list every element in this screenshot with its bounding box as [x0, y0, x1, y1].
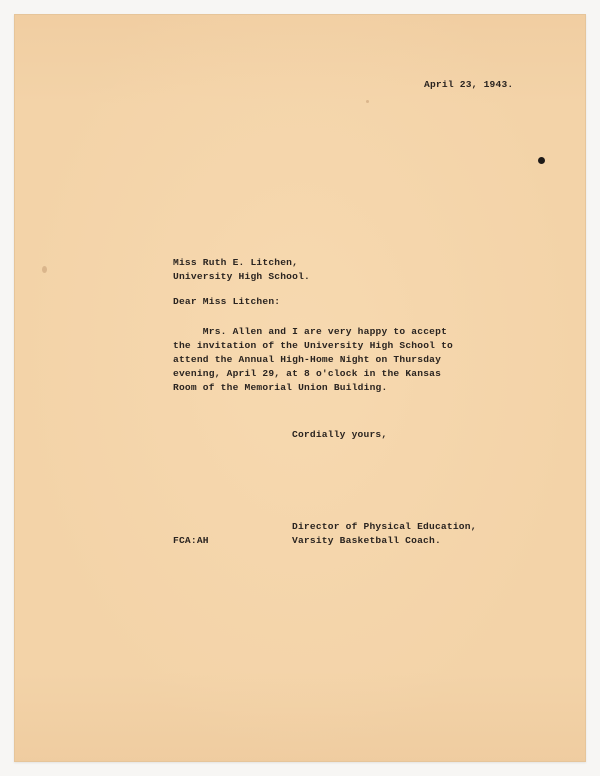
- letter-date: April 23, 1943.: [424, 79, 514, 90]
- reference-initials: FCA:AH: [173, 535, 209, 546]
- complimentary-close: Cordially yours,: [292, 429, 388, 440]
- body-line: Room of the Memorial Union Building.: [173, 382, 388, 393]
- recipient-school: University High School.: [173, 271, 311, 282]
- body-line: attend the Annual High-Home Night on Thursday: [173, 354, 442, 365]
- paper-stain: [366, 100, 369, 103]
- signature-title: Varsity Basketball Coach.: [292, 535, 441, 546]
- signature-title: Director of Physical Education,: [292, 521, 477, 532]
- body-line: Mrs. Allen and I are very happy to accept: [173, 326, 448, 337]
- body-line: evening, April 29, at 8 o'clock in the Kansas: [173, 368, 442, 379]
- paper-stain: [42, 266, 47, 273]
- punch-hole-mark: [538, 157, 545, 164]
- signature-block: [292, 520, 477, 548]
- letter-body: [173, 325, 453, 395]
- recipient-address: [173, 256, 310, 284]
- body-line: the invitation of the University High School to: [173, 340, 453, 351]
- recipient-name: Miss Ruth E. Litchen,: [173, 257, 299, 268]
- salutation: Dear Miss Litchen:: [173, 296, 281, 307]
- letter-page: [14, 14, 586, 762]
